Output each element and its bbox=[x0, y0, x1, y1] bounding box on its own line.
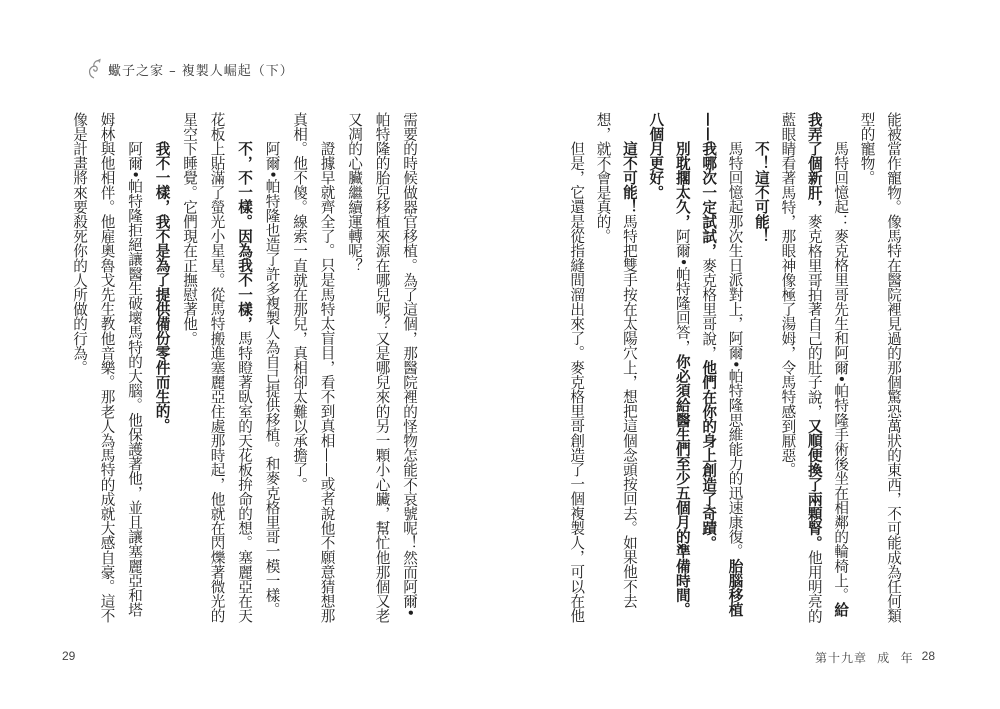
chapter-title: 第十九章 成 年 bbox=[814, 651, 914, 665]
left-page-text bbox=[65, 112, 423, 632]
emphasized-text: 給 bbox=[832, 602, 850, 618]
text-column: 星空下睡覺。它們現在正撫慰著他。 bbox=[181, 112, 198, 346]
emphasized-text: 他們在你的身上創造了奇蹟。 bbox=[700, 360, 718, 551]
scorpion-logo-icon bbox=[86, 58, 102, 80]
text-column: 阿爾•帕特隆也造了許多複製人為自己提供移植。和麥克格里哥一模一樣。 bbox=[263, 141, 281, 617]
text-segment: 麥克格里哥說， bbox=[700, 258, 718, 361]
emphasized-text: 我弄了個新肝， bbox=[805, 112, 823, 215]
text-column bbox=[721, 112, 747, 632]
text-segment: 馬特瞪著臥室的天花板拚命的想。塞麗亞在天 bbox=[236, 331, 253, 623]
page-number: 28 bbox=[921, 649, 935, 663]
page-footer bbox=[815, 649, 935, 666]
emphasized-text: 胎腦移植 bbox=[726, 558, 744, 618]
text-column: 帕特隆的胎兒移植來源在哪兒呢？又是哪兒來的另一顆小心臟，幫忙他那個又老 bbox=[373, 112, 391, 623]
text-column: 我不一樣，我不是為了提供備份零件而生的。 bbox=[153, 141, 171, 434]
text-column: 能被當作寵物。像馬特在醫院裡見過的那個驚恐萬狀的東西，不可能成為任何類 bbox=[885, 112, 902, 623]
text-column bbox=[668, 112, 694, 632]
page-number: 29 bbox=[62, 649, 76, 663]
text-column: 八個月更好。 bbox=[647, 112, 665, 200]
text-segment: 馬特回憶起：麥克格里哥先生和阿爾•帕特隆手術後坐在相鄰的輪椅上。 bbox=[832, 141, 850, 603]
right-page bbox=[500, 0, 1000, 709]
text-segment: 馬特把雙手按在太陽穴上，想把這個念頭按回去。如果他不去 bbox=[620, 214, 638, 609]
text-column: 但是，它還是從指縫間溜出來了。麥克格里哥創造了一個複製人，可以在他 bbox=[568, 141, 586, 623]
text-column: 型的寵物。 bbox=[858, 112, 876, 185]
text-column: 阿爾•帕特隆拒絕讓醫生破壞馬特的大腦。他保護著他，並且讓塞麗亞和塔 bbox=[126, 141, 143, 617]
emphasized-text: ——我哪次一定試試， bbox=[700, 112, 718, 258]
emphasized-text: 不，不一樣。因為我不一樣， bbox=[236, 141, 253, 331]
text-column: 需要的時候做器官移植。為了這個，那醫院裡的怪物怎能不哀號呢！然而阿爾• bbox=[401, 112, 418, 618]
text-column: 花板上貼滿了螢光小星星。從馬特搬進塞麗亞住處那時起，他就在閃爍著微光的 bbox=[208, 112, 226, 623]
text-segment: 他用明亮的 bbox=[805, 550, 823, 624]
text-column: 真相。他不傻。線索一直就在那兒，真相卻太難以承擔了。 bbox=[291, 112, 308, 492]
text-column bbox=[827, 112, 853, 632]
emphasized-text: 你必須給醫生們至少五個月的準備時間。 bbox=[673, 354, 691, 618]
text-column: 想，就不會是真的。 bbox=[594, 112, 612, 244]
text-column: 又凋的心臟繼續運轉呢？ bbox=[346, 112, 363, 273]
text-column bbox=[695, 112, 721, 632]
text-column: 像是計畫將來要殺死你的人所做的行為。 bbox=[71, 112, 88, 375]
emphasized-text: 又順便換了兩顆腎。 bbox=[805, 418, 823, 551]
text-column: 不！這不可能！ bbox=[752, 141, 770, 244]
text-column: 證據早就齊全了。只是馬特太盲目，看不到真相——或者說他不願意猜想那 bbox=[318, 141, 336, 623]
right-page-text bbox=[563, 112, 906, 632]
emphasized-text: 這不可能！ bbox=[620, 141, 638, 215]
text-segment: 馬特回憶起那次生日派對上，阿爾•帕特隆思維能力的迅速康復。 bbox=[726, 141, 744, 559]
text-segment: 麥克格里哥拍著自己的肚子說， bbox=[805, 214, 823, 419]
running-head-title: 蠍子之家 – 複製人崛起（下） bbox=[108, 63, 294, 79]
text-column: 藍眼睛看著馬特，那眼神像極了湯姆，令馬特感到厭惡。 bbox=[779, 112, 797, 477]
text-column bbox=[800, 112, 826, 632]
running-head bbox=[86, 58, 294, 80]
text-column: 姆林與他相伴。他雇奧魯戈先生教他音樂。那老人為馬特的成就大感自豪。這不 bbox=[98, 112, 116, 623]
text-column bbox=[231, 112, 259, 632]
text-segment: 阿爾•帕特隆回答， bbox=[673, 228, 691, 355]
text-column bbox=[616, 112, 642, 632]
emphasized-text: 別耽擱太久， bbox=[673, 141, 691, 229]
